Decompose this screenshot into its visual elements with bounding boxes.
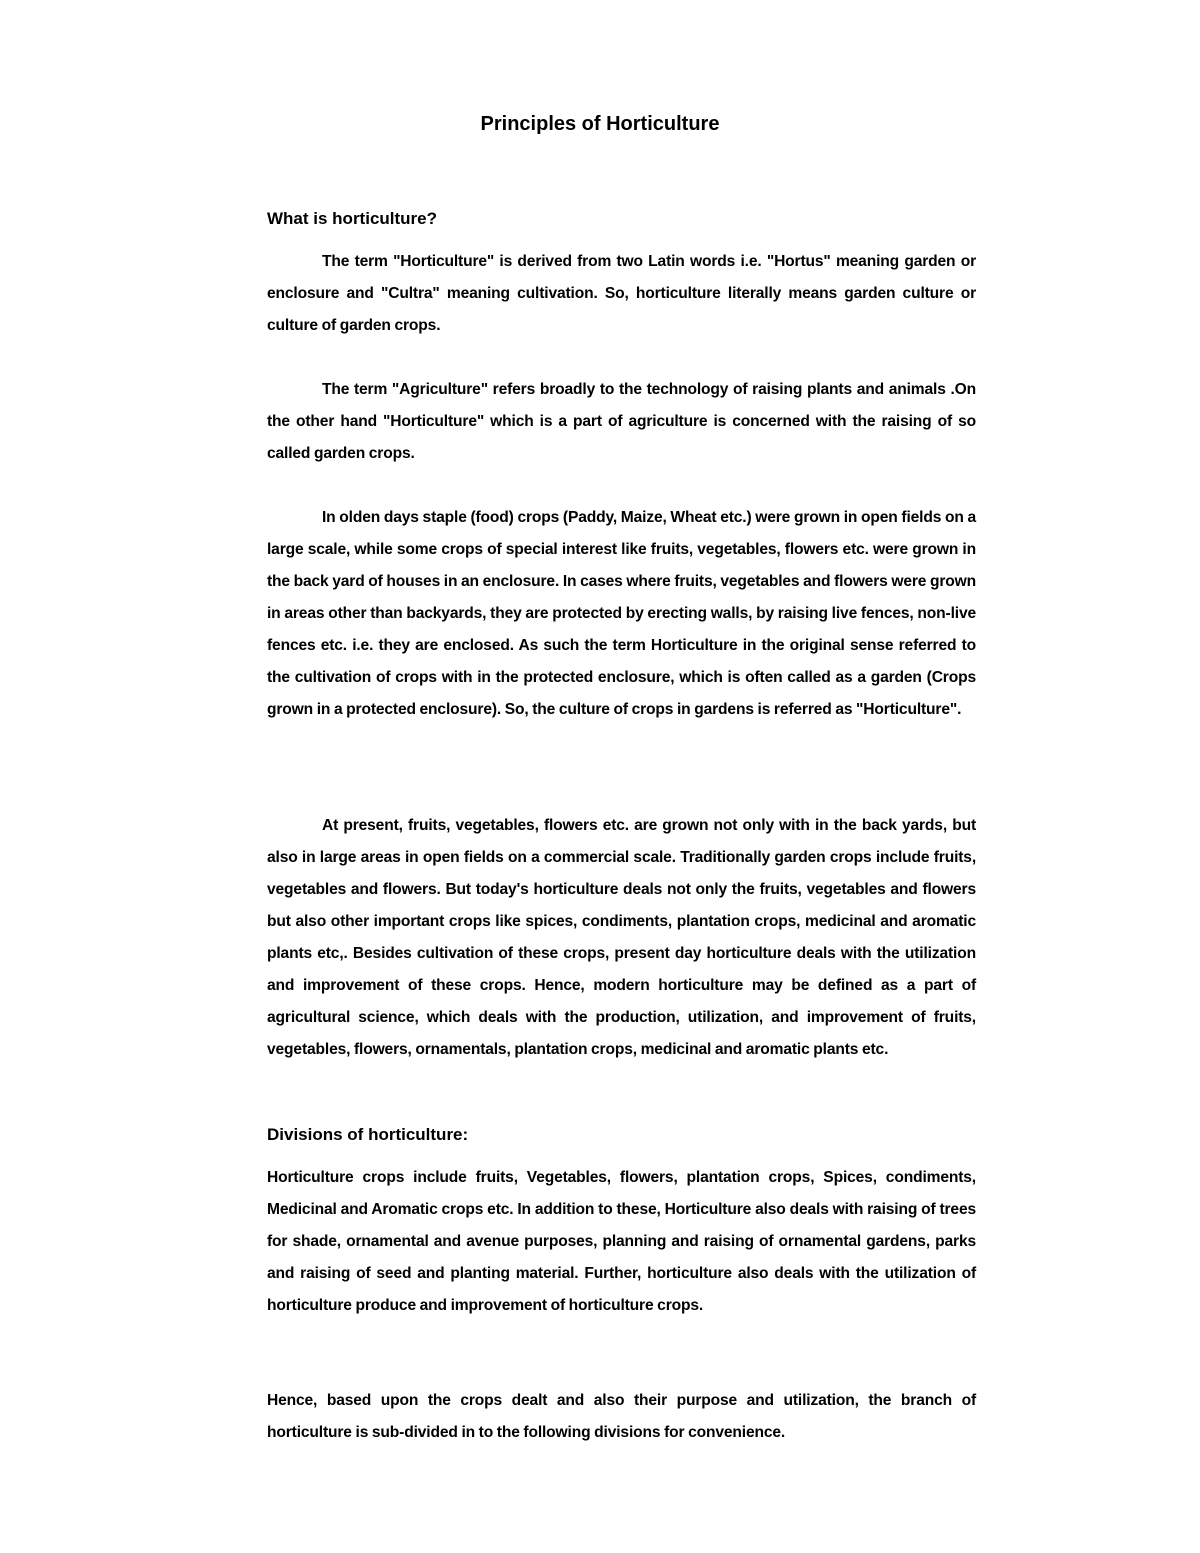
section-heading-what-is-horticulture: What is horticulture?: [267, 209, 437, 228]
paragraph-present-day: At present, fruits, vegetables, flowers etc. are grown not only with in the back yards, but also in large areas in open fields on a commercial scale. Traditionally garden crops include fruits, vegetables and flowers. But today's horticulture deals not only the fruits, vegetables and flowers but also other important crops like spices, condiments, plantation crops, medicinal and aromatic plants etc,. Besides cultivation of these crops, present day horticulture deals with the utilization and improvement of these crops. Hence, modern horticulture may be defined as a part of agricultural science, which deals with the production, utilization, and improvement of fruits, vegetables, flowers, ornamentals, plantation crops, medicinal and aromatic plants etc.: [267, 817, 976, 1058]
section-heading-divisions: Divisions of horticulture:: [267, 1125, 469, 1144]
paragraph-subdivisions: Hence, based upon the crops dealt and also their purpose and utilization, the branch of horticulture is sub-divided in to the following divisions for convenience.: [267, 1392, 976, 1441]
paragraph-agriculture: The term "Agriculture" refers broadly to the technology of raising plants and animals .On the other hand "Horticulture" which is a part of agriculture is concerned with the raising of so called garden crops.: [267, 381, 976, 462]
paragraph-crops-included: Horticulture crops include fruits, Vegetables, flowers, plantation crops, Spices, condiments, Medicinal and Aromatic crops etc. In addition to these, Horticulture also deals with raising of trees for shade, ornamental and avenue purposes, planning and raising of ornamental gardens, parks and raising of seed and planting material. Further, horticulture also deals with the utilization of horticulture produce and improvement of horticulture crops.: [267, 1169, 976, 1314]
page-title: Principles of Horticulture: [480, 113, 720, 135]
paragraph-history: In olden days staple (food) crops (Paddy, Maize, Wheat etc.) were grown in open fields on a large scale, while some crops of special interest like fruits, vegetables, flowers etc. were grown in the back yard of houses in an enclosure. In cases where fruits, vegetables and flowers were grown in areas other than backyards, they are protected by erecting walls, by raising live fences, non-live fences etc. i.e. they are enclosed. As such the term Horticulture in the original sense referred to the cultivation of crops with in the protected enclosure, which is often called as a garden (Crops grown in a protected enclosure). So, the culture of crops in gardens is referred as "Horticulture".: [267, 509, 976, 718]
paragraph-definition: The term "Horticulture" is derived from two Latin words i.e. "Hortus" meaning garden or enclosure and "Cultra" meaning cultivation. So, horticulture literally means garden culture or culture of garden crops.: [267, 253, 976, 334]
